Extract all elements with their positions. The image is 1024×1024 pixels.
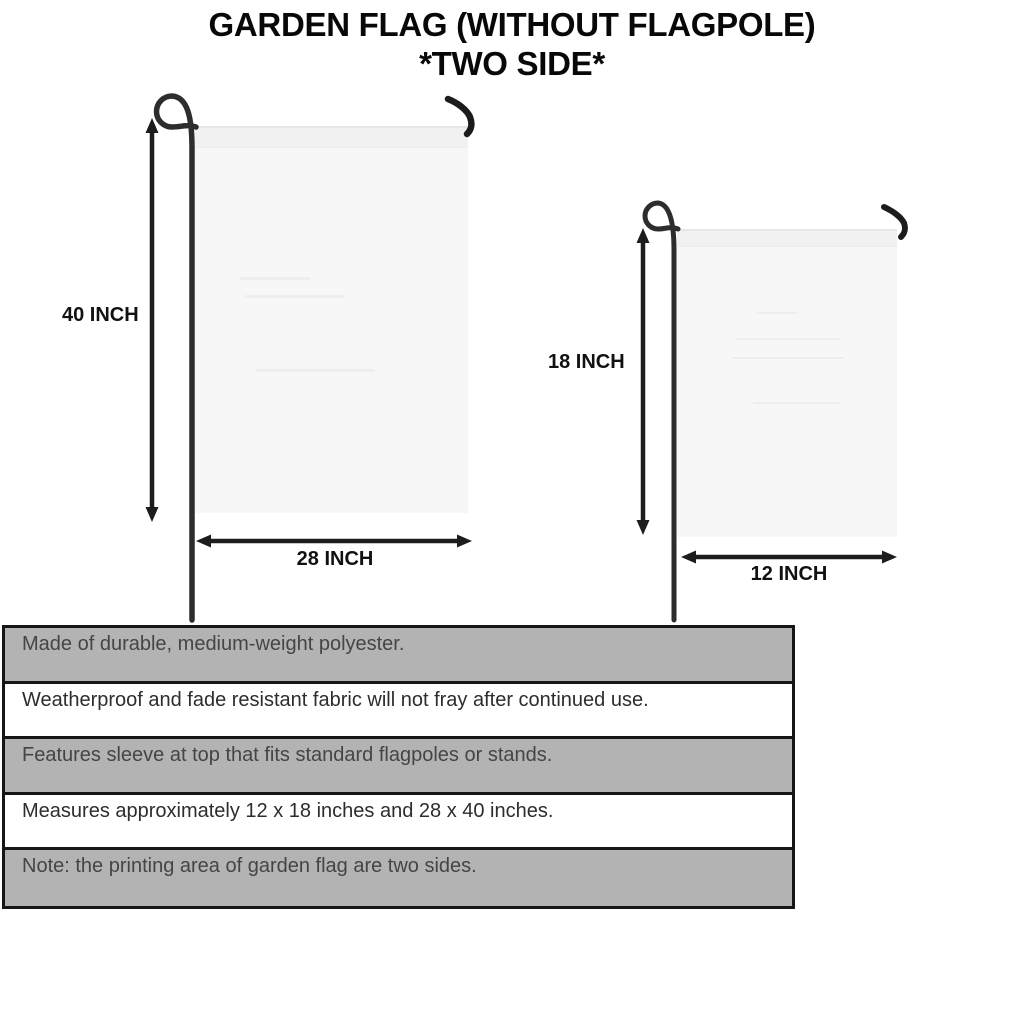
small-flag-width-arrow bbox=[681, 551, 897, 564]
feature-row: Note: the printing area of garden flag are two sides. bbox=[5, 850, 792, 906]
small-flag-height-arrow bbox=[637, 228, 650, 535]
small-flagpole bbox=[645, 203, 678, 620]
large-flag-height-arrow bbox=[146, 118, 159, 522]
small-flag-hook-icon bbox=[884, 207, 905, 237]
feature-row: Measures approximately 12 x 18 inches and 28 x 40 inches. bbox=[5, 795, 792, 851]
page-title: GARDEN FLAG (WITHOUT FLAGPOLE) bbox=[208, 6, 816, 43]
small-flag-width-label: 12 INCH bbox=[750, 563, 828, 585]
feature-row: Weatherproof and fade resistant fabric will not fray after continued use. bbox=[5, 684, 792, 740]
large-flag-hook-icon bbox=[448, 99, 471, 134]
large-flag-width-arrow bbox=[196, 535, 472, 548]
large-flag-width-label: 28 INCH bbox=[296, 548, 374, 570]
large-flagpole bbox=[157, 96, 197, 620]
feature-row: Made of durable, medium-weight polyester. bbox=[5, 628, 792, 684]
large-flag-height-label: 40 INCH bbox=[62, 304, 139, 326]
small-flag-height-label: 18 INCH bbox=[548, 351, 625, 373]
page-subtitle: *TWO SIDE* bbox=[419, 45, 605, 82]
feature-row: Features sleeve at top that fits standard flagpoles or stands. bbox=[5, 739, 792, 795]
